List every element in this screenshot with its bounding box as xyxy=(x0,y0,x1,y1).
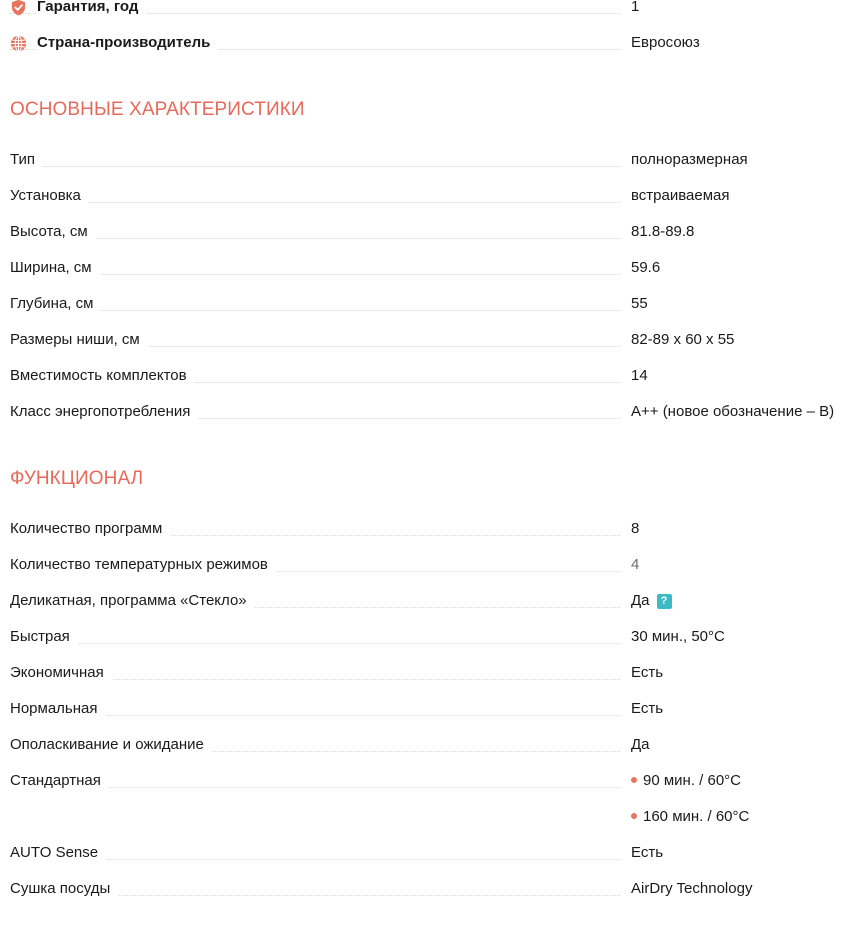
spec-label: Установка xyxy=(10,186,89,206)
spec-value: 1 xyxy=(631,0,640,15)
spec-label: Количество программ xyxy=(10,519,170,539)
spec-row xyxy=(10,366,850,402)
spec-label: Сушка посуды xyxy=(10,879,118,899)
spec-row xyxy=(10,771,850,825)
section-title-main: ОСНОВНЫЕ ХАРАКТЕРИСТИКИ xyxy=(10,99,305,120)
spec-label: Ширина, см xyxy=(10,258,100,278)
spec-row xyxy=(10,555,850,591)
spec-value: AirDry Technology xyxy=(631,880,753,897)
spec-label: Количество температурных режимов xyxy=(10,555,276,575)
spec-row-country xyxy=(10,33,850,69)
spec-label: Глубина, см xyxy=(10,294,101,314)
spec-row xyxy=(10,879,850,915)
shield-check-icon xyxy=(10,0,27,16)
spec-value-item xyxy=(631,771,741,791)
spec-row xyxy=(10,843,850,879)
spec-label: Размеры ниши, см xyxy=(10,330,148,350)
spec-value: 30 мин., 50°C xyxy=(631,628,725,645)
spec-value: 4 xyxy=(631,556,640,573)
dotted-leader xyxy=(10,202,620,203)
dotted-leader xyxy=(10,166,620,167)
help-badge[interactable]: ? xyxy=(657,594,672,609)
spec-value: Евросоюз xyxy=(631,34,700,51)
spec-row xyxy=(10,735,850,771)
spec-row xyxy=(10,150,850,186)
globe-icon xyxy=(10,35,27,52)
spec-row xyxy=(10,519,850,555)
spec-label: Высота, см xyxy=(10,222,96,242)
spec-row xyxy=(10,591,850,627)
spec-value: полноразмерная xyxy=(631,151,748,168)
spec-label: Класс энергопотребления xyxy=(10,402,198,422)
spec-value: Есть xyxy=(631,844,664,861)
spec-value-with-help xyxy=(631,591,672,611)
bullet-dot-icon xyxy=(631,777,637,783)
dotted-leader xyxy=(10,238,620,239)
spec-value: Да xyxy=(631,592,650,609)
spec-value: 14 xyxy=(631,367,648,384)
spec-value: 59.6 xyxy=(631,259,661,276)
dotted-leader xyxy=(10,274,620,275)
spec-value: встраиваемая xyxy=(631,187,730,204)
spec-label: Быстрая xyxy=(10,627,78,647)
spec-label: AUTO Sense xyxy=(10,843,106,863)
spec-value-item xyxy=(631,807,749,827)
spec-row xyxy=(10,699,850,735)
spec-label: Ополаскивание и ожидание xyxy=(10,735,212,755)
spec-row xyxy=(10,258,850,294)
spec-value: 160 мин. / 60°C xyxy=(643,808,750,825)
spec-value: 90 мин. / 60°C xyxy=(643,772,742,789)
spec-value: Есть xyxy=(631,664,664,681)
spec-label: Деликатная, программа «Стекло» xyxy=(10,591,255,611)
spec-value: 81.8-89.8 xyxy=(631,223,695,240)
spec-label: Экономичная xyxy=(10,663,112,683)
spec-value: A++ (новое обозначение – B) xyxy=(631,403,835,420)
spec-row xyxy=(10,186,850,222)
bullet-dot-icon xyxy=(631,813,637,819)
spec-row-warranty xyxy=(10,0,850,33)
spec-row xyxy=(10,402,850,438)
spec-row xyxy=(10,627,850,663)
spec-value: Есть xyxy=(631,700,664,717)
dotted-leader xyxy=(10,310,620,311)
spec-label: Вместимость комплектов xyxy=(10,366,195,386)
spec-label: Тип xyxy=(10,150,43,170)
spec-label: Стандартная xyxy=(10,771,109,791)
spec-row xyxy=(10,330,850,366)
spec-label: Страна-производитель xyxy=(37,33,218,53)
spec-row xyxy=(10,663,850,699)
dotted-leader xyxy=(10,643,620,644)
spec-row xyxy=(10,222,850,258)
spec-label: Нормальная xyxy=(10,699,106,719)
spec-label: Гарантия, год xyxy=(37,0,146,17)
section-title-functionality: ФУНКЦИОНАЛ xyxy=(10,468,144,489)
spec-value: Да xyxy=(631,736,650,753)
spec-value: 82-89 x 60 x 55 xyxy=(631,331,735,348)
spec-value: 8 xyxy=(631,520,640,537)
spec-value: 55 xyxy=(631,295,648,312)
spec-row xyxy=(10,294,850,330)
